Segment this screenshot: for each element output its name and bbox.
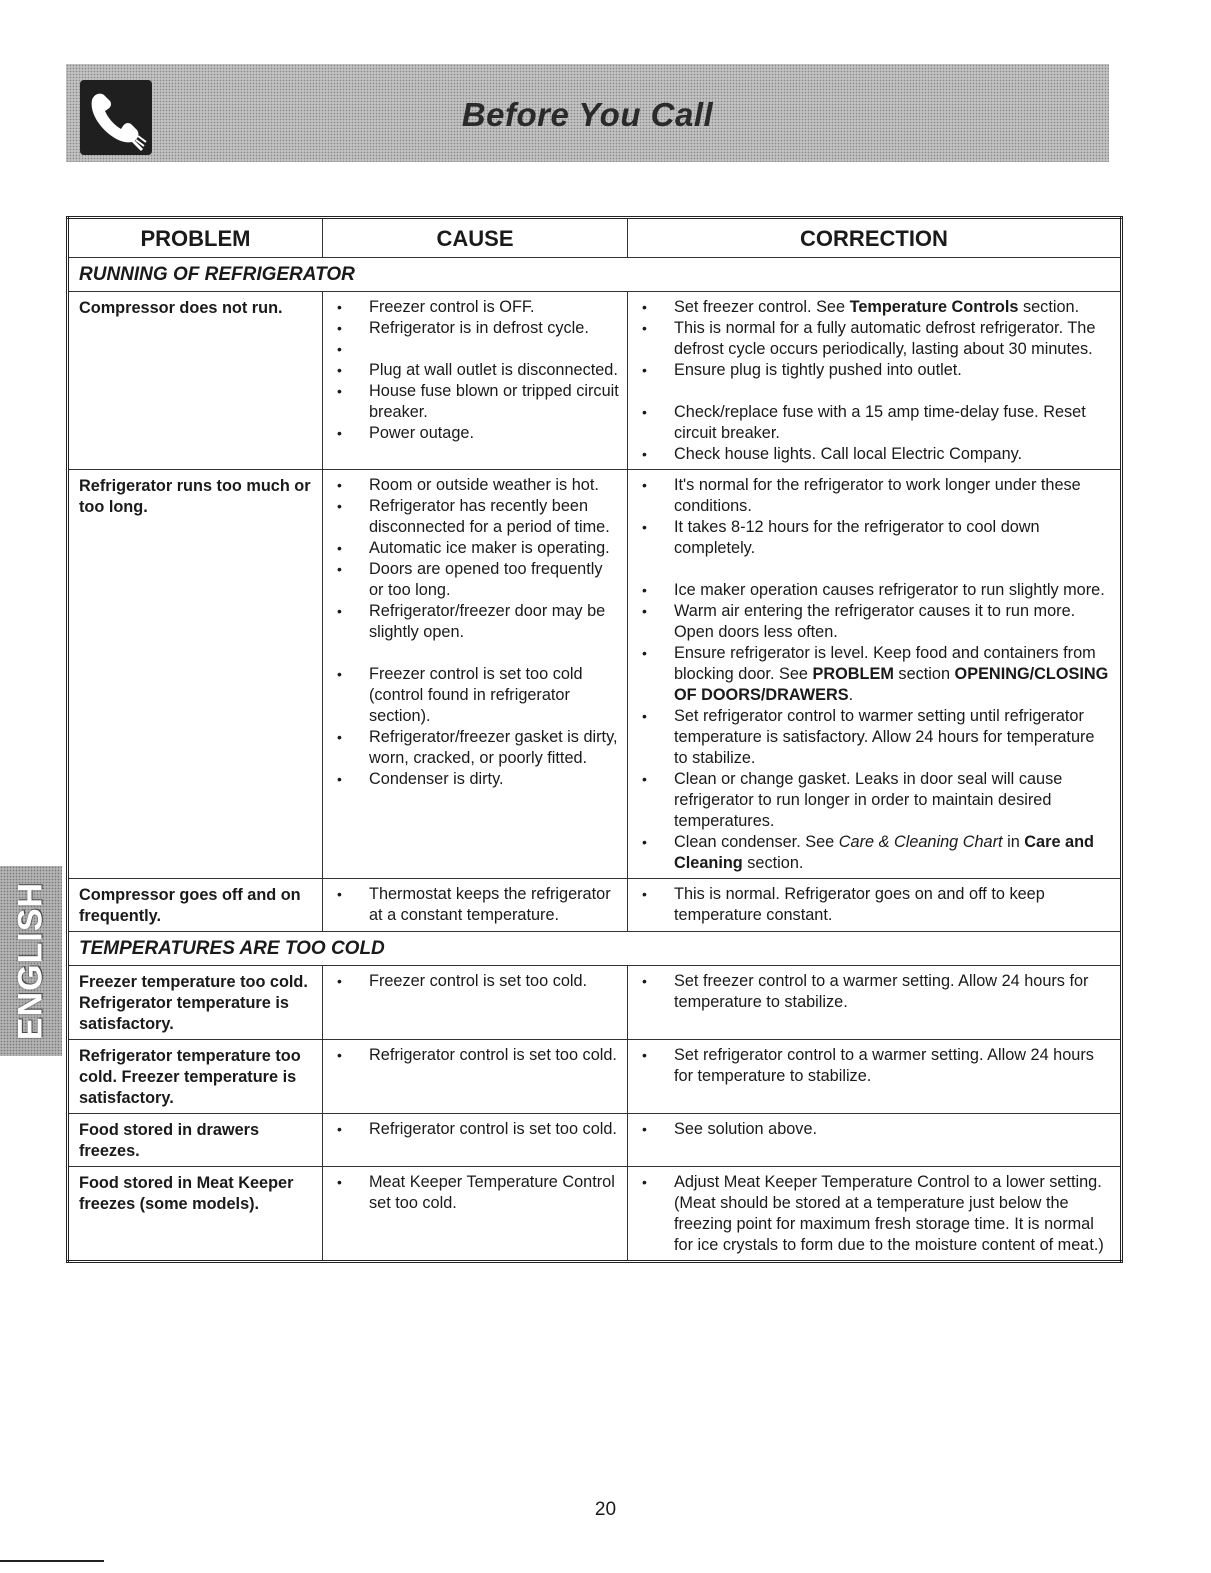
correction-item: • This is normal. Refrigerator goes on and off to keep temperature constant. [638,884,1112,926]
section-row [68,932,1122,966]
cause-cell [323,879,628,932]
cause-item: • Refrigerator control is set too cold. [333,1119,619,1140]
correction-item: • Clean or change gasket. Leaks in door seal will cause refrigerator to run longer in order to maintain desired temperatures. [638,769,1112,832]
table-row [68,1040,1122,1114]
page-number: 20 [594,1499,617,1520]
footer-rule [0,1560,104,1562]
correction-item: • Warm air entering the refrigerator causes it to run more. Open doors less often. [638,601,1112,643]
correction-item: • Check/replace fuse with a 15 amp time-delay fuse. Reset circuit breaker. [638,402,1112,444]
cause-item: • Power outage. [333,423,619,444]
problem-cell: Freezer temperature too cold. Refrigerator temperature is satisfactory. [68,966,323,1040]
section-row [68,258,1122,292]
correction-item: • Ensure plug is tightly pushed into outlet. [638,360,1112,381]
correction-item: • Ensure refrigerator is level. Keep food and containers from blocking door. See PROBLEM section OPENING/CLOSING OF DOORS/DRAWERS. [638,643,1112,706]
cause-cell [323,1114,628,1167]
table-row [68,966,1122,1040]
table-row [68,1167,1122,1262]
spacer [333,339,619,360]
cause-item: • Meat Keeper Temperature Control set too cold. [333,1172,619,1214]
correction-item: • It's normal for the refrigerator to work longer under these conditions. [638,475,1112,517]
correction-cell [628,966,1122,1040]
cause-item: • Refrigerator has recently been disconnected for a period of time. [333,496,619,538]
correction-cell [628,1040,1122,1114]
column-header-correction: CORRECTION [628,218,1122,258]
correction-item: • This is normal for a fully automatic defrost refrigerator. The defrost cycle occurs periodically, lasting about 30 minutes. [638,318,1112,360]
cause-item: • Refrigerator/freezer gasket is dirty, worn, cracked, or poorly fitted. [333,727,619,769]
correction-item: • Adjust Meat Keeper Temperature Control to a lower setting. (Meat should be stored at a temperature just below the freezing point for maximum fresh storage time. It is normal for ice crystals to form due to the moisture content of meat.) [638,1172,1112,1256]
table-row [68,879,1122,932]
cause-cell [323,1167,628,1262]
cause-item: • Plug at wall outlet is disconnected. [333,360,619,381]
cause-item: • Refrigerator control is set too cold. [333,1045,619,1066]
problem-cell: Refrigerator temperature too cold. Freezer temperature is satisfactory. [68,1040,323,1114]
cause-item: • Room or outside weather is hot. [333,475,619,496]
cause-item: • Refrigerator/freezer door may be slightly open. [333,601,619,643]
correction-cell [628,292,1122,470]
page-title: Before You Call [461,96,714,133]
problem-cell: Refrigerator runs too much or too long. [68,470,323,879]
cause-item: • Refrigerator is in defrost cycle. [333,318,619,339]
problem-cell: Compressor goes off and on frequently. [68,879,323,932]
cause-item: • Automatic ice maker is operating. [333,538,619,559]
correction-item: • Clean condenser. See Care & Cleaning Chart in Care and Cleaning section. [638,832,1112,874]
table-row [68,470,1122,879]
column-header-problem: PROBLEM [68,218,323,258]
cause-cell [323,1040,628,1114]
cause-item: • Freezer control is set too cold (control found in refrigerator section). [333,664,619,727]
correction-cell [628,470,1122,879]
cause-item: • Thermostat keeps the refrigerator at a constant temperature. [333,884,619,926]
header-banner [66,64,1109,162]
table-header-row [68,218,1122,258]
table-row [68,292,1122,470]
correction-item: • Set freezer control. See Temperature Controls section. [638,297,1112,318]
column-header-cause: CAUSE [323,218,628,258]
section-heading-too-cold: TEMPERATURES ARE TOO COLD [68,932,1122,966]
cause-item: • Doors are opened too frequently or too long. [333,559,619,601]
troubleshooting-table [66,216,1123,1263]
correction-item: • Check house lights. Call local Electric Company. [638,444,1112,465]
cause-cell [323,966,628,1040]
correction-item: • Set refrigerator control to a warmer setting. Allow 24 hours for temperature to stabilize. [638,1045,1112,1087]
cause-item: • Condenser is dirty. [333,769,619,790]
problem-cell: Food stored in drawers freezes. [68,1114,323,1167]
correction-item: • Set refrigerator control to warmer setting until refrigerator temperature is satisfactory. Allow 24 hours for temperature to stabilize. [638,706,1112,769]
correction-item: • Ice maker operation causes refrigerator to run slightly more. [638,580,1112,601]
correction-item: • It takes 8-12 hours for the refrigerator to cool down completely. [638,517,1112,559]
language-label: ENGLISH [11,881,50,1041]
cause-cell [323,470,628,879]
problem-cell: Compressor does not run. [68,292,323,470]
problem-cell: Food stored in Meat Keeper freezes (some models). [68,1167,323,1262]
correction-cell [628,1167,1122,1262]
correction-item: • Set freezer control to a warmer setting. Allow 24 hours for temperature to stabilize. [638,971,1112,1013]
correction-item: • See solution above. [638,1119,1112,1140]
correction-cell [628,1114,1122,1167]
table-row [68,1114,1122,1167]
language-tab [0,866,62,1056]
cause-item: • Freezer control is OFF. [333,297,619,318]
cause-cell [323,292,628,470]
cause-item: • House fuse blown or tripped circuit breaker. [333,381,619,423]
cause-item: • Freezer control is set too cold. [333,971,619,992]
section-heading-running: RUNNING OF REFRIGERATOR [68,258,1122,292]
correction-cell [628,879,1122,932]
